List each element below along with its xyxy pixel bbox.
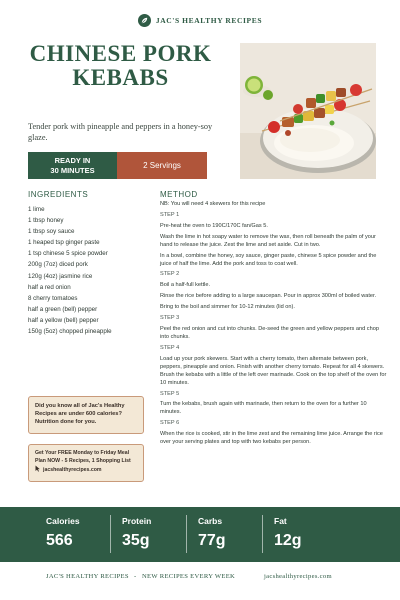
ready-time-badge (28, 152, 117, 179)
nutrition-fat (262, 507, 338, 562)
method-text: Turn the kebabs, brush again with marinade, then return to the oven for a further 10 minutes. (160, 401, 367, 416)
ingredient-item: 1 tbsp honey (28, 217, 64, 225)
ingredient-item: 1 heaped tsp ginger paste (28, 239, 100, 247)
step-heading: STEP 5 (160, 390, 180, 397)
leaf-logo-icon (138, 14, 151, 27)
recipe-subtitle: Tender pork with pineapple and peppers in a honey-soy glaze. (28, 122, 213, 142)
ingredients-list (28, 204, 153, 337)
nutrition-carbs (186, 507, 262, 562)
method-text: Pre-heat the oven to 190C/170C fan/Gas 5. (160, 222, 268, 229)
step-heading: STEP 2 (160, 271, 180, 278)
recipe-title: CHINESE PORK KEBABS (29, 41, 212, 90)
footer-brand: JAC'S HEALTHY RECIPES (46, 573, 129, 580)
brand-header (0, 14, 400, 27)
nutrition-label: Fat (274, 516, 287, 526)
meal-plan-link[interactable]: jacshealthyrecipes.com (43, 466, 102, 473)
nutrition-value: 77g (198, 532, 226, 549)
method-text: Wash the lime in hot soapy water to remove the wax, then roll beneath the palm of your hand to release the juice. Zest the lime and set aside. Cut in two. (160, 233, 376, 248)
ingredients-heading: INGREDIENTS (28, 190, 89, 199)
meal-plan-callout[interactable] (28, 444, 144, 482)
method-text: Rinse the rice before adding to a large saucepan. Pour in approx 300ml of boiled water. (160, 293, 377, 300)
ready-time: 30 MINUTES (50, 165, 95, 175)
ingredient-item: half a yellow (bell) pepper (28, 316, 99, 324)
nutrition-value: 35g (122, 532, 150, 549)
ingredient-item: 1 tbsp soy sauce (28, 228, 75, 236)
ingredient-item: 120g (4oz) jasmine rice (28, 272, 93, 280)
footer-separator: - (134, 573, 137, 580)
step-heading: STEP 1 (160, 211, 180, 218)
ingredient-item: half a green (bell) pepper (28, 305, 98, 313)
meal-plan-line: Plan NOW - 5 Recipes, 1 Shopping List (35, 457, 131, 464)
step-heading: STEP 4 (160, 344, 180, 351)
nutrition-calories (34, 507, 110, 562)
ingredient-item: 1 tsp chinese 5 spice powder (28, 250, 108, 258)
kebab-photo (240, 43, 376, 179)
method-text: Peel the red onion and cut into chunks. De-seed the green and yellow peppers and chop into chunks. (160, 325, 379, 340)
nutrition-value: 566 (46, 532, 73, 549)
footer-tagline: NEW RECIPES EVERY WEEK (142, 573, 236, 580)
step-heading: STEP 3 (160, 315, 180, 322)
cursor-icon (35, 465, 41, 476)
method-steps (160, 200, 388, 449)
brand-name: JAC'S HEALTHY RECIPES (155, 16, 263, 25)
ingredient-item: 8 cherry tomatoes (28, 294, 78, 302)
ingredient-item: 200g (7oz) diced pork (28, 261, 88, 269)
footer-url[interactable]: jacshealthyrecipes.com (264, 573, 332, 580)
method-text: Load up your pork skewers. Start with a cherry tomato, then alternate between pork, peppers, pineapple and onion. Finish with another cherry tomato. Repeat for all 4 skewers. Brush the kebabs with a little of the left over marinade. Cook on the top shelf of the oven for 10 minutes. (160, 355, 387, 386)
method-text: When the rice is cooked, stir in the lime zest and the remaining lime juice. Arrange the rice over your serving plates and top with two kebabs per person. (160, 431, 383, 446)
ingredient-item: half a red onion (28, 283, 71, 291)
nutrition-protein (110, 507, 186, 562)
method-note: NB: You will need 4 skewers for this recipe (160, 201, 266, 207)
meal-plan-line: Get Your FREE Monday to Friday Meal (35, 450, 130, 456)
nutrition-label: Calories (46, 516, 80, 526)
nutrition-label: Carbs (198, 516, 223, 526)
method-text: In a bowl, combine the honey, soy sauce, ginger paste, chinese 5 spice powder and the juice of half the lime. Add the pork and toss to coat well. (160, 252, 377, 267)
method-text: Boil a half-full kettle. (160, 282, 211, 289)
ingredient-item: 1 lime (28, 206, 45, 213)
nutrition-value: 12g (274, 532, 302, 549)
step-heading: STEP 6 (160, 420, 180, 427)
method-text: Bring to the boil and simmer for 10-12 minutes (lid on). (160, 304, 295, 311)
nutrition-label: Protein (122, 516, 152, 526)
method-heading: METHOD (160, 190, 198, 199)
calories-callout: Did you know all of Jac's Healthy Recipes are under 600 calories? Nutrition done for you. (28, 396, 144, 434)
nutrition-bar (0, 507, 400, 562)
servings-badge: 2 Servings (117, 152, 207, 179)
ingredient-item: 150g (5oz) chopped pineapple (28, 328, 112, 336)
ready-label: READY IN (54, 156, 91, 165)
